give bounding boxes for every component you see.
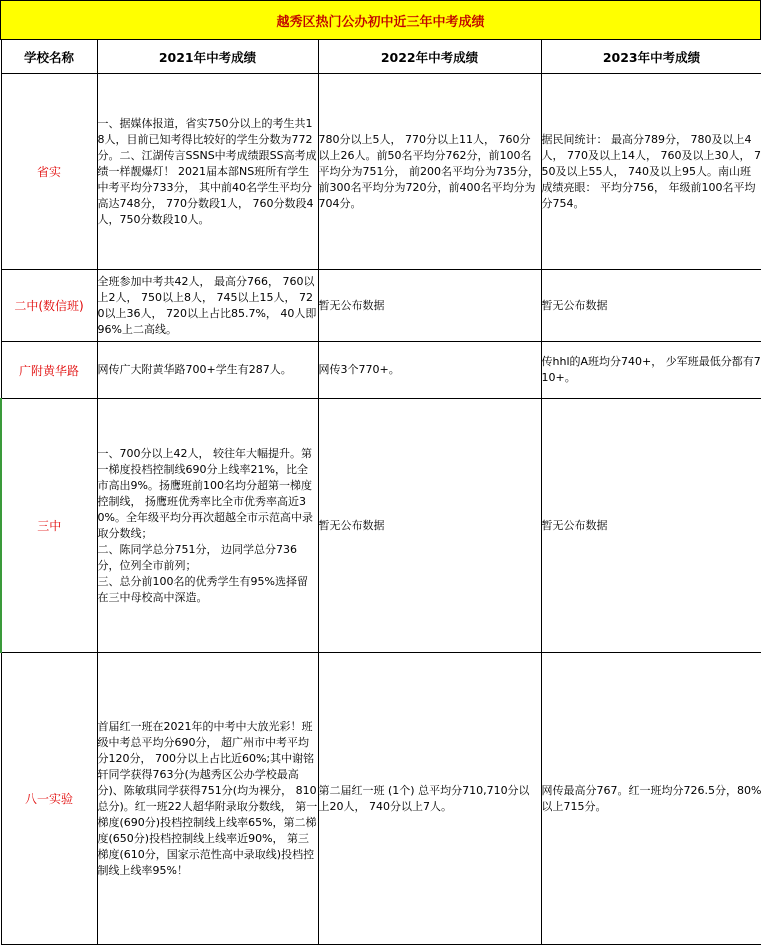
table-row: [1, 270, 761, 342]
header-2022: 2022年中考成绩: [318, 40, 541, 74]
score-2023: 据民间统计： 最高分789分， 780及以上4人， 770及以上14人， 760及以上30人， 750及以上55人， 740及以上95人。南山班成绩亮眼： 平均分756， 年级前100名平均分754。: [541, 74, 761, 270]
header-row: [1, 40, 761, 74]
sheet-title: 越秀区热门公办初中近三年中考成绩: [0, 0, 761, 40]
score-2021: 一、据媒体报道，省实750分以上的考生共18人，目前已知考得比较好的学生分数为772分。二、江湖传言SSNS中考成绩跟SS高考成绩一样靓爆灯！ 2021届本部NS班所有学生中考平均分733分， 其中前40名学生平均分高达748分， 770分数段1人， 760分数段4人，750分数段10人。: [97, 74, 318, 270]
score-2023: 网传最高分767。红一班均分726.5分，80%以上715分。: [541, 653, 761, 945]
score-2021: 首届红一班在2021年的中考中大放光彩！班级中考总平均分690分， 超广州市中考平均分120分， 700分以上占比近60%;其中谢铭轩同学获得763分(为越秀区公办学校最高分)、陈敏琪同学获得751分(均为裸分， 810总分)。红一班22人超华附录取分数线， 第一梯度(690分)投档控制线上线率65%，第二梯度(650分)投档控制线上线率近90%， 第三梯度(610分，国家示范性高中录取线)投档控制线上线率95%！: [97, 653, 318, 945]
school-name: 省实: [1, 74, 97, 270]
score-2022: 780分以上5人， 770分以上11人， 760分以上26人。前50名平均分762分，前100名平均分为751分， 前200名平均分为735分，前300名平均分为720分，前400名平均分为704分。: [318, 74, 541, 270]
table-row: [1, 653, 761, 945]
score-2021: 全班参加中考共42人， 最高分766， 760以上2人， 750以上8人， 745以上15人， 720以上36人， 720以上占比85.7%， 40人即96%上二高线。: [97, 270, 318, 342]
header-2023: 2023年中考成绩: [541, 40, 761, 74]
school-name: 二中(数信班): [1, 270, 97, 342]
score-2023: 暂无公布数据: [541, 270, 761, 342]
score-2022: 暂无公布数据: [318, 399, 541, 653]
table-row: [1, 399, 761, 653]
score-2023: 传hhl的A班均分740+， 少军班最低分都有710+。: [541, 342, 761, 399]
school-name: 三中: [1, 399, 97, 653]
score-2022: 网传3个770+。: [318, 342, 541, 399]
school-name: 广附黄华路: [1, 342, 97, 399]
scores-table: [0, 39, 761, 945]
score-2023: 暂无公布数据: [541, 399, 761, 653]
table-row: [1, 342, 761, 399]
score-2022: 第二届红一班 (1个) 总平均分710,710分以上20人， 740分以上7人。: [318, 653, 541, 945]
score-2021: 网传广大附黄华路700+学生有287人。: [97, 342, 318, 399]
score-2021: 一、700分以上42人， 较往年大幅提升。第一梯度投档控制线690分上线率21%，比全市高出9%。扬鹰班前100名均分超第一梯度控制线， 扬鹰班优秀率比全市优秀率高近30%。全年级平均分再次超越全市示范高中录取分数线； 二、陈同学总分751分， 边同学总分736分，位列全市前列； 三、总分前100名的优秀学生有95%选择留在三中母校高中深造。: [97, 399, 318, 653]
header-school: 学校名称: [1, 40, 97, 74]
score-2022: 暂无公布数据: [318, 270, 541, 342]
table-row: [1, 74, 761, 270]
header-2021: 2021年中考成绩: [97, 40, 318, 74]
school-name: 八一实验: [1, 653, 97, 945]
